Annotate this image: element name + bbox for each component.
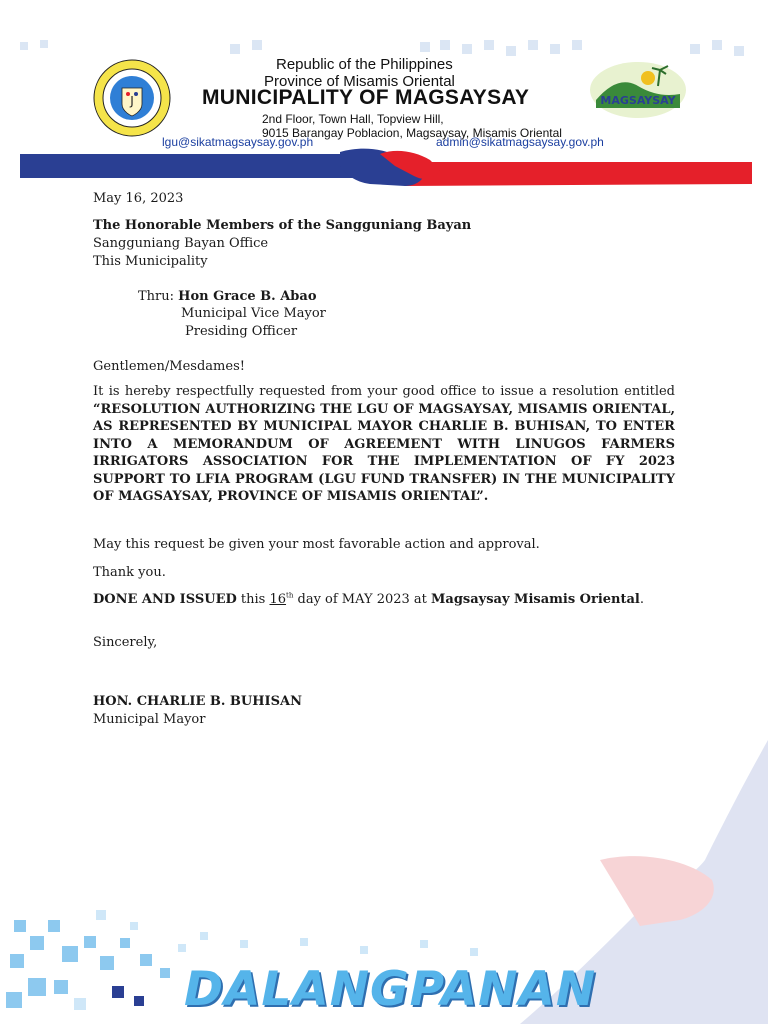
done-issued-line xyxy=(93,591,644,608)
salutation: Gentlemen/Mesdames! xyxy=(93,359,245,374)
republic-line: Republic of the Philippines xyxy=(276,56,453,73)
thru-title-1: Municipal Vice Mayor xyxy=(181,306,326,321)
svg-text:MAGSAYSAY: MAGSAYSAY xyxy=(600,94,676,107)
done-end: . xyxy=(639,592,645,607)
sikat-magsaysay-logo xyxy=(588,60,688,120)
signatory-title: Municipal Mayor xyxy=(93,712,206,727)
signatory-name: HON. CHARLIE B. BUHISAN xyxy=(93,694,302,709)
thru-line xyxy=(138,288,316,305)
thru-label: Thru: xyxy=(138,289,175,304)
municipality-line: MUNICIPALITY OF MAGSAYSAY xyxy=(202,86,530,109)
province-line: Province of Misamis Oriental xyxy=(264,73,455,90)
lgu-email: lgu@sikatmagsaysay.gov.ph xyxy=(162,135,314,149)
thru-name: Hon Grace B. Abao xyxy=(178,289,317,304)
admin-email: admin@sikatmagsaysay.gov.ph xyxy=(436,135,604,149)
request-paragraph xyxy=(93,383,675,506)
address-line-2: 9015 Barangay Poblacion, Magsaysay, Misamis Oriental xyxy=(262,126,562,140)
done-day: 16 xyxy=(269,592,287,607)
done-mid: day of MAY 2023 at xyxy=(293,592,432,607)
municipal-seal-logo xyxy=(92,58,172,138)
done-this: this xyxy=(236,592,270,607)
addressee: The Honorable Members of the Sangguniang Bayan xyxy=(93,218,472,233)
body-intro: It is hereby respectfully requested from your good office to issue a resolution entitled xyxy=(93,384,675,399)
closing: Sincerely, xyxy=(93,635,158,650)
thanks-line: Thank you. xyxy=(93,565,166,580)
addressee-locality: This Municipality xyxy=(93,254,208,269)
done-bold: DONE AND ISSUED xyxy=(93,592,237,607)
request-line: May this request be given your most favorable action and approval. xyxy=(93,537,540,552)
done-place: Magsaysay Misamis Oriental xyxy=(431,592,640,607)
letter-date: May 16, 2023 xyxy=(93,191,184,206)
done-day-sup: th xyxy=(286,591,294,600)
address-line-1: 2nd Floor, Town Hall, Topview Hill, xyxy=(262,112,444,126)
addressee-office: Sangguniang Bayan Office xyxy=(93,236,269,251)
resolution-title: “RESOLUTION AUTHORIZING THE LGU OF MAGSAYSAY, MISAMIS ORIENTAL, AS REPRESENTED BY MUNICIPAL MAYOR CHARLIE B. BUHISAN, TO ENTER INTO A MEMORANDUM OF AGREEMENT WITH LINUGOS FARMERS IRRIGATORS ASSOCIATION FOR THE IMPLEMENTATION OF FY 2023 SUPPORT TO LFIA PROGRAM (LGU FUND TRANSFER) IN THE MUNICIPALITY OF MAGSAYSAY, PROVINCE OF MISAMIS ORIENTAL”. xyxy=(93,401,675,504)
dalangpanan-brand: DALANGPANAN xyxy=(184,962,597,1017)
thru-title-2: Presiding Officer xyxy=(185,324,298,339)
svg-text:J: J xyxy=(130,94,134,108)
